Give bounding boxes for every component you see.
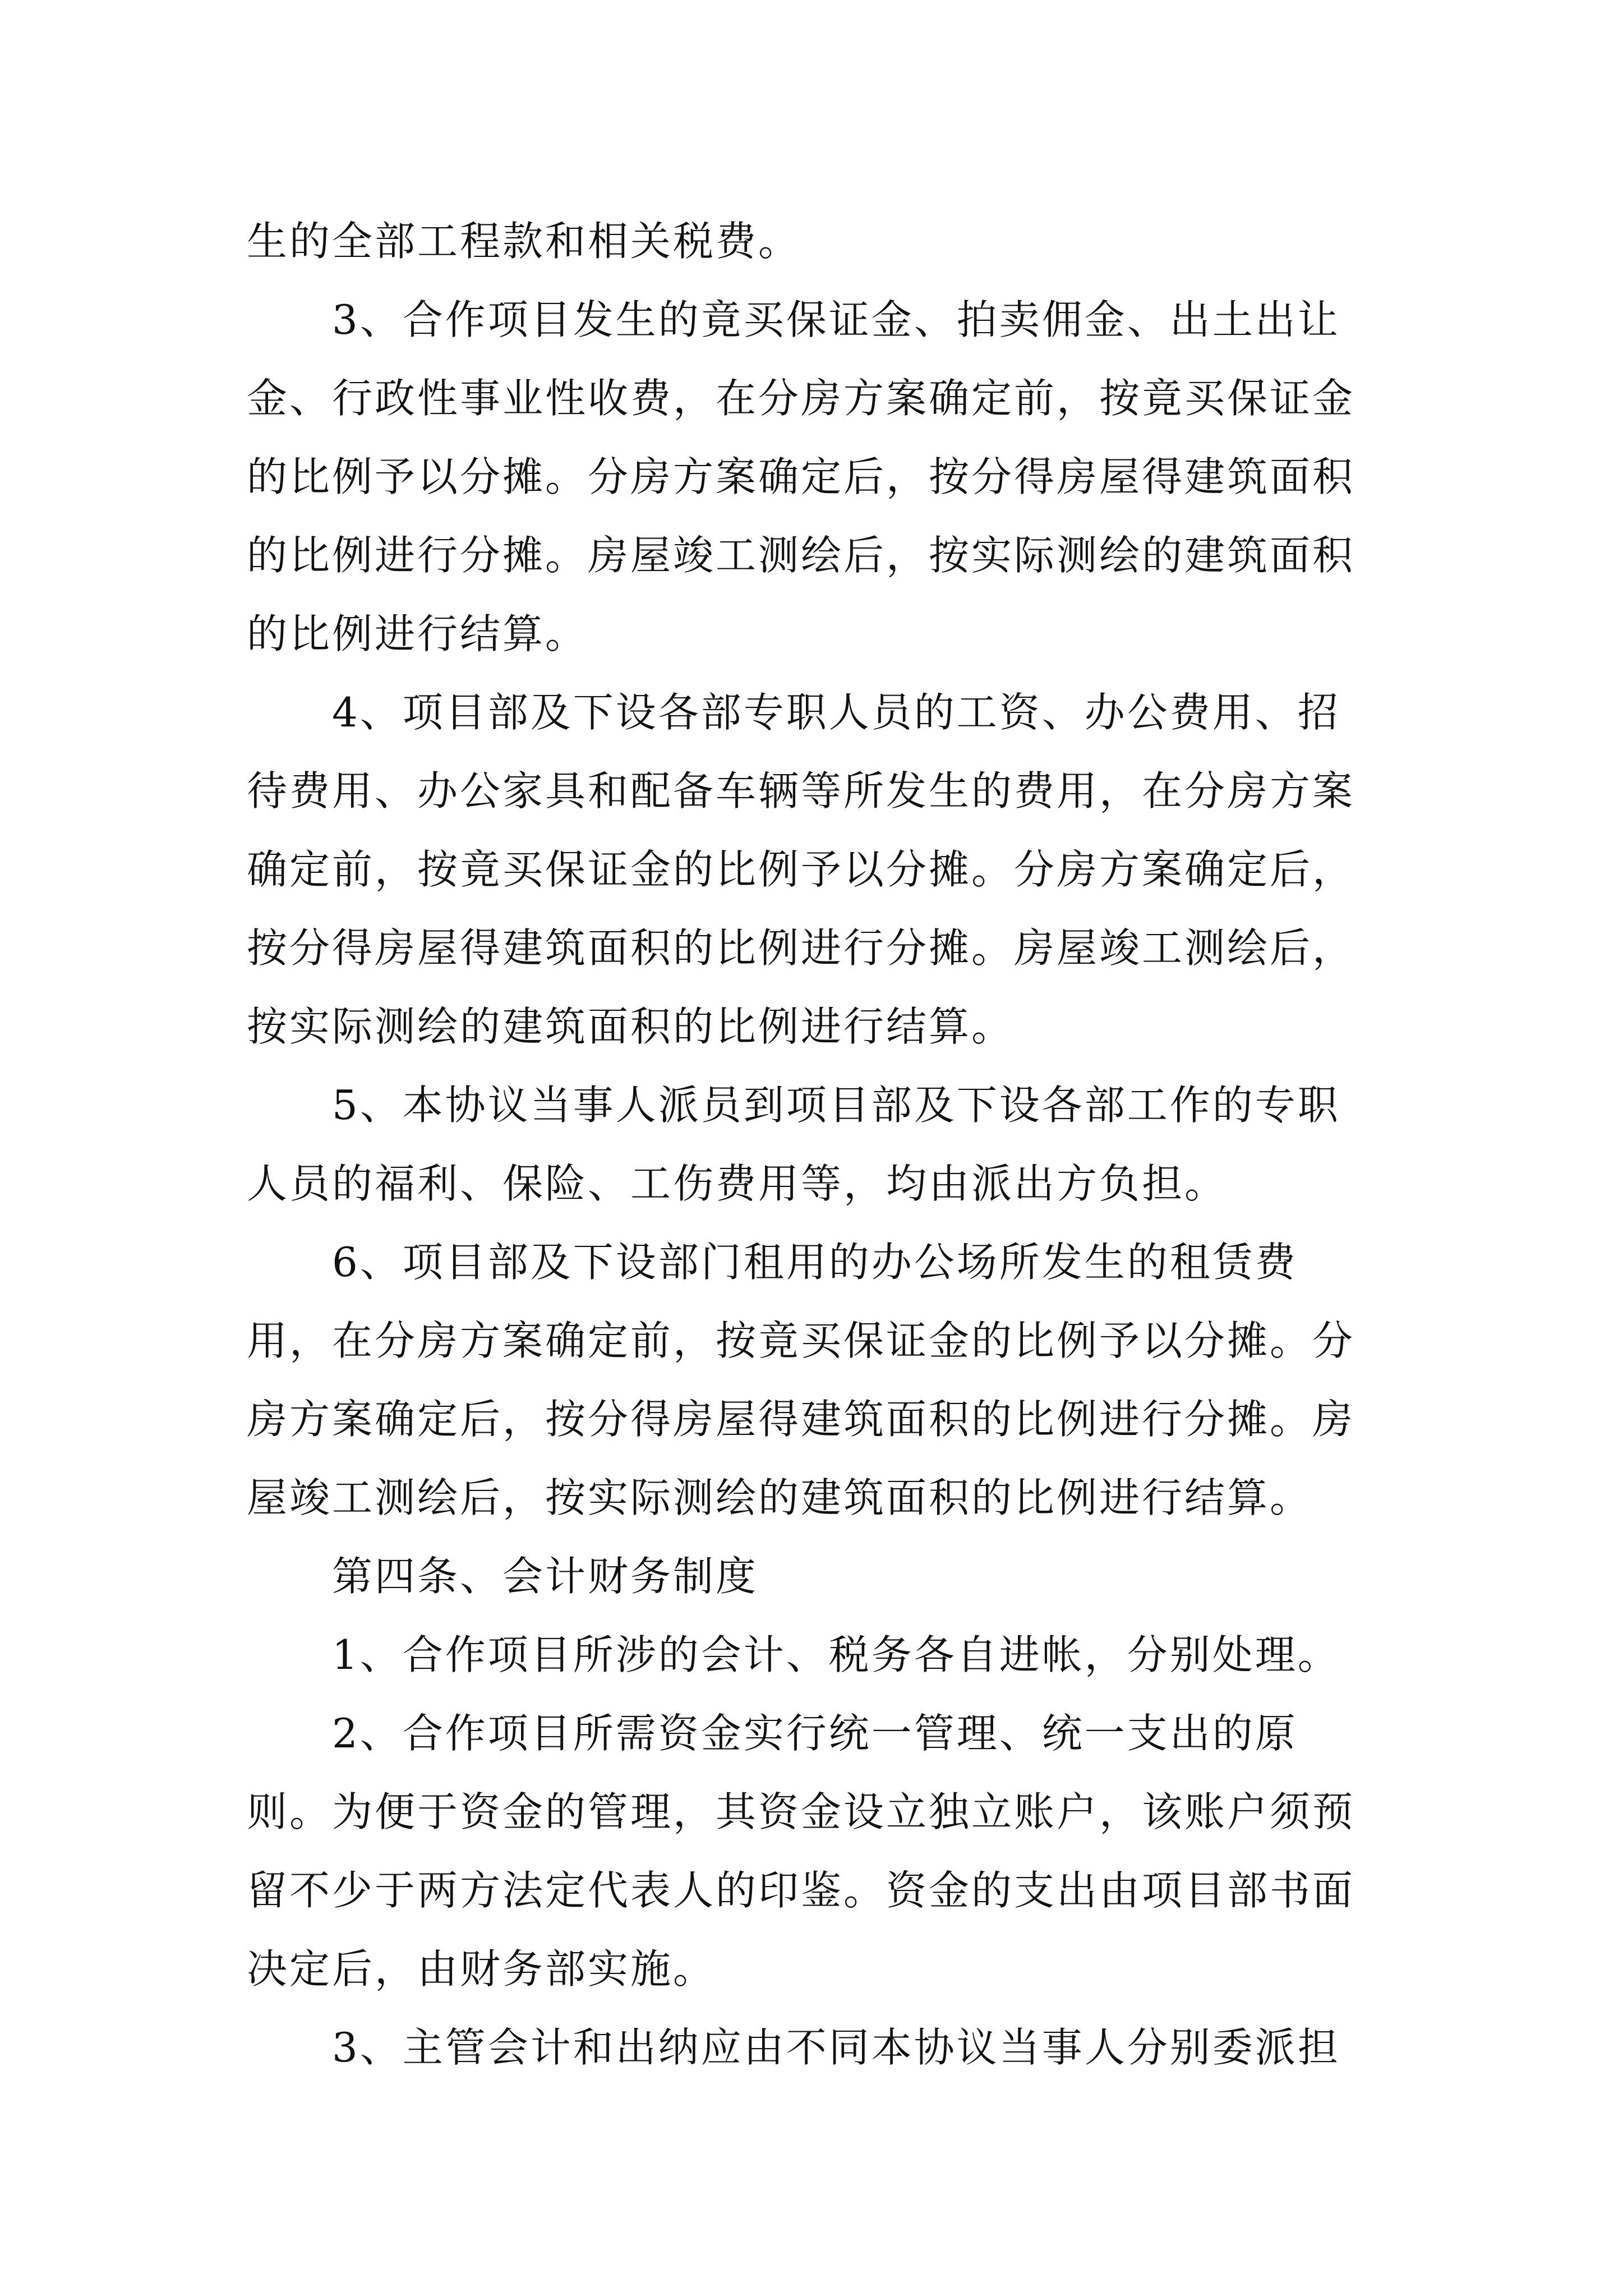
paragraph-item-6-rental-costs: 6、项目部及下设部门租用的办公场所发生的租赁费用，在分房方案确定前，按竟买保证金的比例予以分摊。分房方案确定后，按分得房屋得建筑面积的比例进行分摊。房屋竣工测绘后，按实际测绘的建筑面积的比例进行结算。 <box>247 1239 1355 1521</box>
paragraph-item-2-fund-management: 2、合作项目所需资金实行统一管理、统一支出的原则。为便于资金的管理，其资金设立独立账户，该账户须预留不少于两方法定代表人的印鉴。资金的支出由项目部书面决定后，由财务部实施。 <box>247 1710 1355 1993</box>
paragraph-item-5-welfare-costs: 5、本协议当事人派员到项目部及下设各部工作的专职人员的福利、保险、工伤费用等，均由派出方负担。 <box>247 1082 1340 1207</box>
paragraph-item-1-accounting: 1、合作项目所涉的会计、税务各自进帐，分别处理。 <box>332 1631 1340 1678</box>
document-body <box>247 202 1380 2087</box>
paragraph-continuation: 生的全部工程款和相关税费。 <box>247 218 801 265</box>
paragraph-item-4-staff-costs: 4、项目部及下设各部专职人员的工资、办公费用、招待费用、办公家具和配备车辆等所发生的费用，在分房方案确定前，按竟买保证金的比例予以分摊。分房方案确定后，按分得房屋得建筑面积的比例进行分摊。房屋竣工测绘后，按实际测绘的建筑面积的比例进行结算。 <box>247 689 1355 1050</box>
paragraph-item-3-accountant-cashier: 3、主管会计和出纳应由不同本协议当事人分别委派担 <box>332 2024 1340 2071</box>
paragraph-item-3-bid-deposit-costs: 3、合作项目发生的竟买保证金、拍卖佣金、出土出让金、行政性事业性收费，在分房方案确定前，按竟买保证金的比例予以分摊。分房方案确定后，按分得房屋得建筑面积的比例进行分摊。房屋竣工测绘后，按实际测绘的建筑面积的比例进行结算。 <box>247 296 1355 657</box>
section-heading-article-4: 第四条、会计财务制度 <box>332 1553 759 1600</box>
